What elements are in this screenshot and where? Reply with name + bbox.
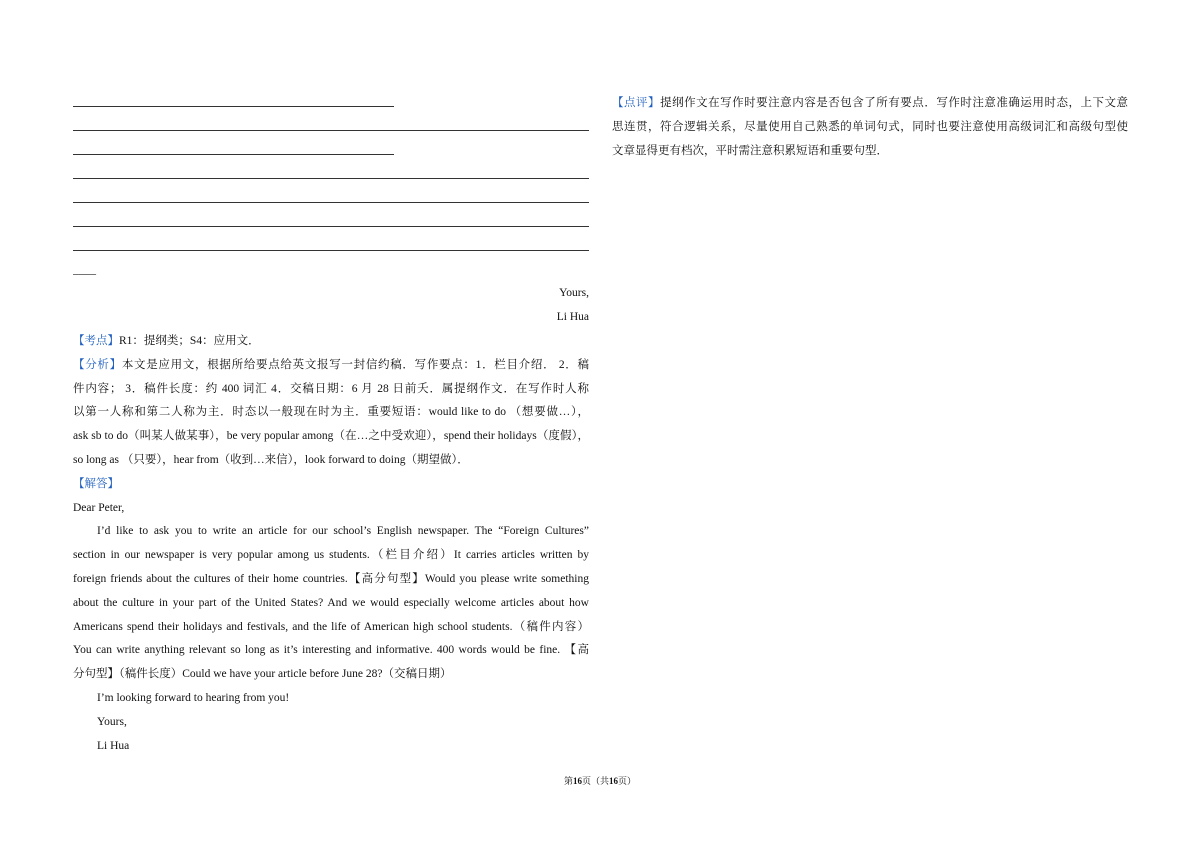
fenxi-line-4: ask sb to do（叫某人做某事），be very popular among（在…之中受欢迎），spend their holidays（度假）， bbox=[73, 430, 589, 443]
answer-line-3 bbox=[73, 154, 394, 155]
answer-lines bbox=[73, 92, 589, 259]
fenxi-line-1: 【分析】本文是应用文，根据所给要点给英文报写一封信约稿．写作要点：1．栏目介绍． 2．稿 bbox=[73, 358, 589, 371]
kaodian-text: R1：提纲类；S4：应用文． bbox=[119, 334, 260, 347]
letter-signature: Li Hua bbox=[97, 739, 130, 752]
answer-line-6 bbox=[73, 226, 589, 227]
letter-line-7: 分句型】（稿件长度）Could we have your article before June 28?（交稿日期） bbox=[73, 668, 452, 681]
letter-salutation: Dear Peter, bbox=[73, 501, 125, 514]
dianping-line-3: 文章显得更有档次，平时需注意积累短语和重要句型． bbox=[612, 144, 888, 157]
fenxi-line-2: 件内容； 3．稿件长度：约 400 词汇 4．交稿日期：6 月 28 日前夭．属提纲作文．在写作时人称 bbox=[73, 382, 589, 395]
letter-line-6: You can write anything relevant so long as it’s interesting and informative. 400 words would be fine. 【高 bbox=[73, 644, 589, 657]
answer-line-7 bbox=[73, 250, 589, 251]
kaodian-tag: 【考点】 bbox=[73, 334, 119, 347]
letter-line-4: about the culture in your part of the United States? And we would especially welcome articles about how bbox=[73, 596, 589, 609]
dianping-line-1: 【点评】提纲作文在写作时要注意内容是否包含了所有要点．写作时注意准确运用时态，上下文意 bbox=[612, 97, 1128, 109]
letter-line-3: foreign friends about the cultures of their home countries.【高分句型】Would you please write something bbox=[73, 572, 589, 585]
letter-yours: Yours, bbox=[97, 715, 127, 728]
left-column bbox=[73, 92, 589, 758]
letter-line-5: Americans spend their holidays and festivals, and the life of American high school students.（稿件内容） bbox=[73, 620, 589, 633]
fenxi-line-3: 以第一人称和第二人称为主．时态以一般现在时为主．重要短语：would like to do （想要做…）， bbox=[73, 406, 589, 419]
page-footer: 第16页（共16页） bbox=[563, 776, 637, 786]
fenxi-tag: 【分析】 bbox=[73, 358, 122, 371]
answer-line-5 bbox=[73, 202, 589, 203]
letter-line-2: section in our newspaper is very popular among us students.（栏目介绍）It carries articles written by bbox=[73, 549, 589, 562]
dianping-section bbox=[612, 92, 1128, 163]
page-number: 16 bbox=[572, 776, 582, 786]
dianping-tag: 【点评】 bbox=[612, 97, 661, 109]
page-total: 16 bbox=[609, 776, 618, 786]
jieda-section bbox=[73, 473, 589, 759]
answer-line-2 bbox=[73, 130, 589, 131]
closing-name: Li Hua bbox=[556, 311, 589, 324]
answer-line-tail: ____ bbox=[73, 263, 96, 276]
letter-closing-line: I’m looking forward to hearing from you! bbox=[97, 691, 290, 704]
jieda-tag: 【解答】 bbox=[73, 477, 119, 490]
letter-line-1: I’d like to ask you to write an article for our school’s English newspaper. The “Foreign Cultures” bbox=[97, 525, 589, 538]
fenxi-section bbox=[73, 354, 589, 473]
right-column bbox=[612, 92, 1128, 163]
kaodian-section bbox=[73, 330, 589, 354]
closing-yours: Yours, bbox=[559, 287, 589, 300]
fenxi-line-5: so long as （只要），hear from（收到…来信），look forward to doing（期望做）． bbox=[73, 453, 469, 466]
dianping-line-2: 思连贯，符合逻辑关系，尽量使用自己熟悉的单词句式，同时也要注意使用高级词汇和高级句型使 bbox=[612, 120, 1128, 133]
answer-line-4 bbox=[73, 178, 589, 179]
answer-line-1 bbox=[73, 106, 394, 107]
